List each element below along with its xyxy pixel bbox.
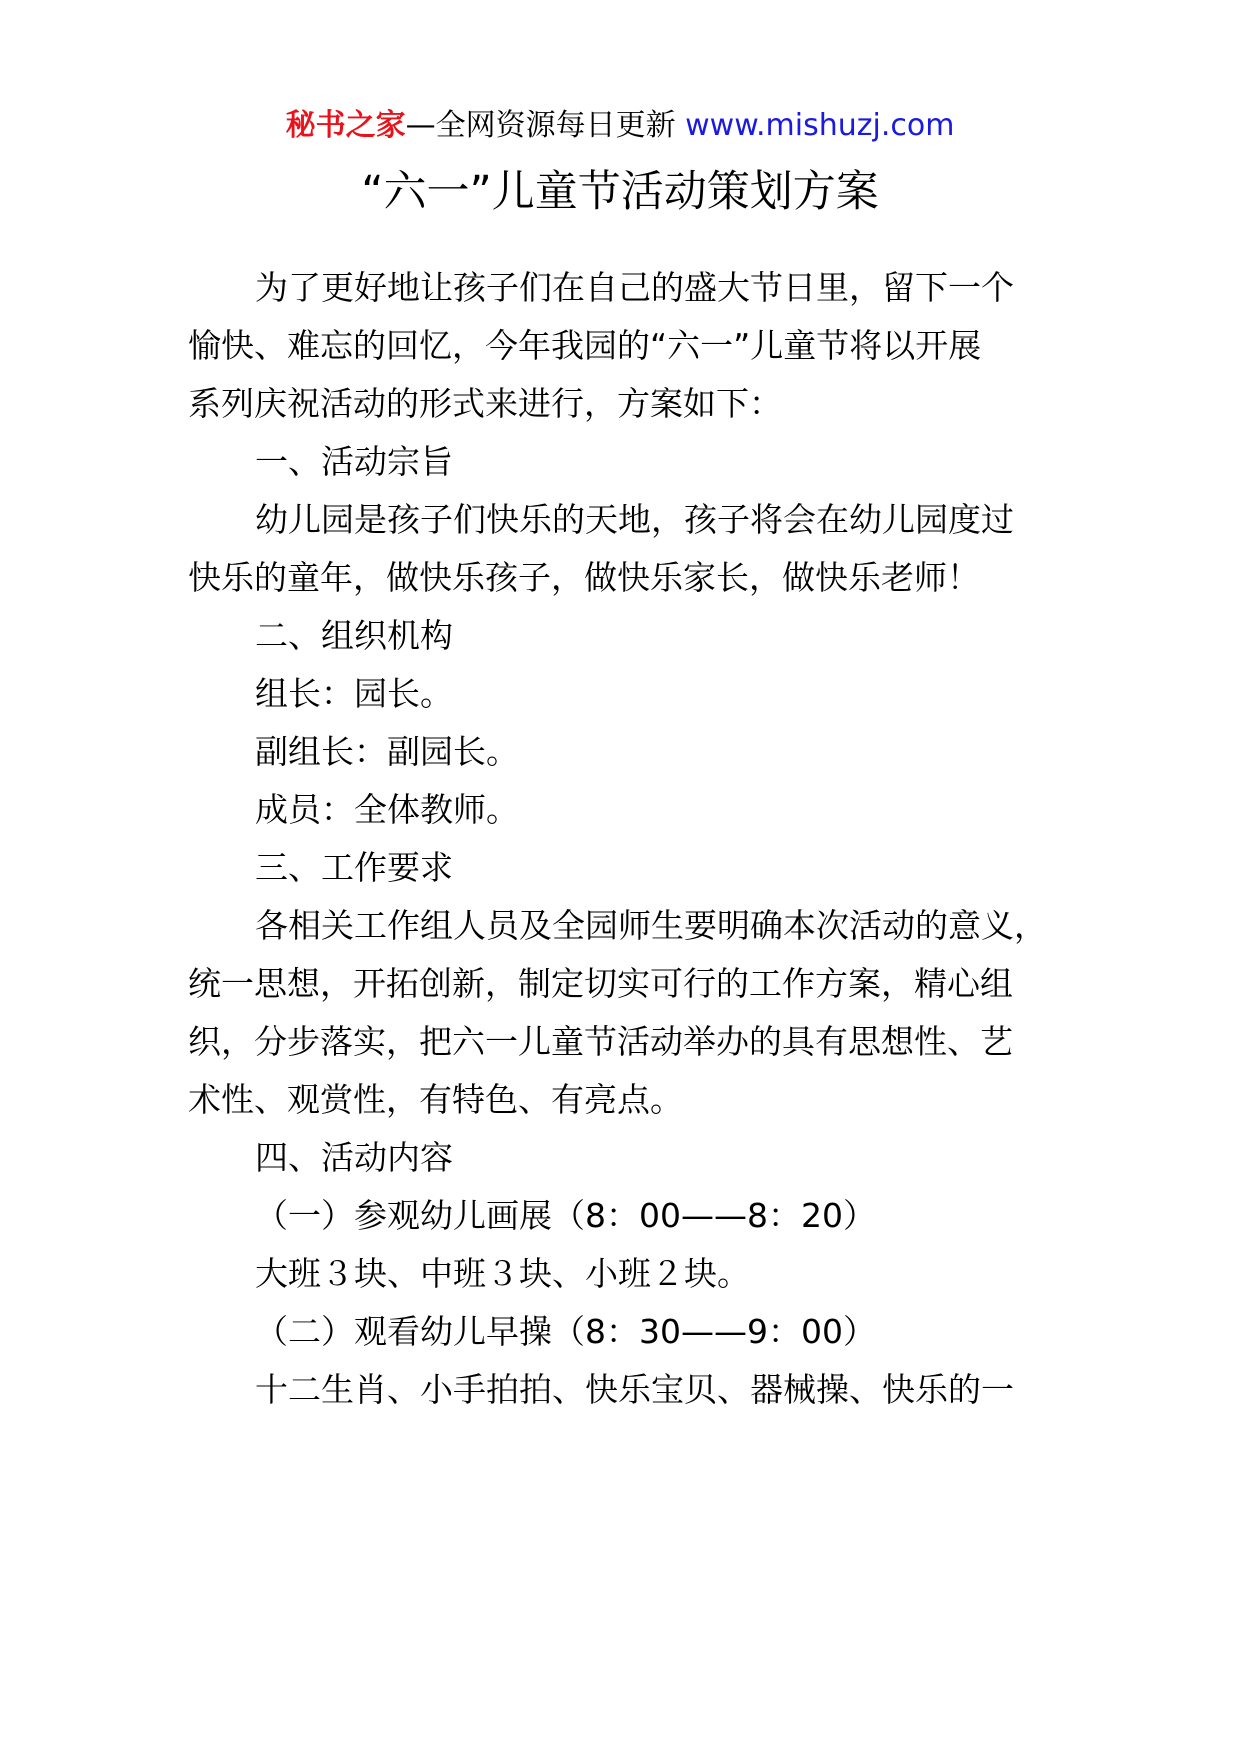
section-heading: 二、组织机构 — [255, 616, 453, 655]
paragraph-line: 织，分步落实，把六一儿童节活动举办的具有思想性、艺 — [188, 1022, 1013, 1061]
site-url-link[interactable]: www.mishuzj.com — [685, 108, 955, 143]
paragraph-line: 大班３块、中班３块、小班２块。 — [255, 1254, 750, 1293]
paragraph-line: 副组长：副园长。 — [255, 732, 519, 771]
section-heading: 一、活动宗旨 — [255, 442, 453, 481]
paragraph-line: 系列庆祝活动的形式来进行，方案如下： — [188, 384, 782, 423]
paragraph-line: 愉快、难忘的回忆，今年我园的“六一”儿童节将以开展 — [188, 326, 982, 365]
paragraph-line: 成员：全体教师。 — [255, 790, 519, 829]
subsection-heading: （一）参观幼儿画展（8：00——8：20） — [255, 1196, 876, 1235]
paragraph-line: 快乐的童年，做快乐孩子，做快乐家长，做快乐老师！ — [188, 558, 980, 597]
paragraph-line: 为了更好地让孩子们在自己的盛大节日里，留下一个 — [255, 268, 1014, 307]
document-title: “六一”儿童节活动策划方案 — [361, 167, 879, 217]
paragraph-line: 各相关工作组人员及全园师生要明确本次活动的意义， — [255, 906, 1047, 945]
section-heading: 三、工作要求 — [255, 848, 453, 887]
subsection-heading: （二）观看幼儿早操（8：30——9：00） — [255, 1312, 876, 1351]
paragraph-line: 统一思想，开拓创新，制定切实可行的工作方案，精心组 — [188, 964, 1013, 1003]
section-heading: 四、活动内容 — [255, 1138, 453, 1177]
paragraph-line: 组长：园长。 — [255, 674, 453, 713]
header-tagline: —全网资源每日更新 — [405, 108, 676, 143]
paragraph-line: 术性、观赏性，有特色、有亮点。 — [188, 1080, 683, 1119]
brand-name: 秘书之家 — [285, 108, 406, 143]
paragraph-line: 十二生肖、小手拍拍、快乐宝贝、器械操、快乐的一 — [255, 1370, 1014, 1409]
paragraph-line: 幼儿园是孩子们快乐的天地，孩子将会在幼儿园度过 — [255, 500, 1014, 539]
site-header — [0, 96, 1240, 156]
